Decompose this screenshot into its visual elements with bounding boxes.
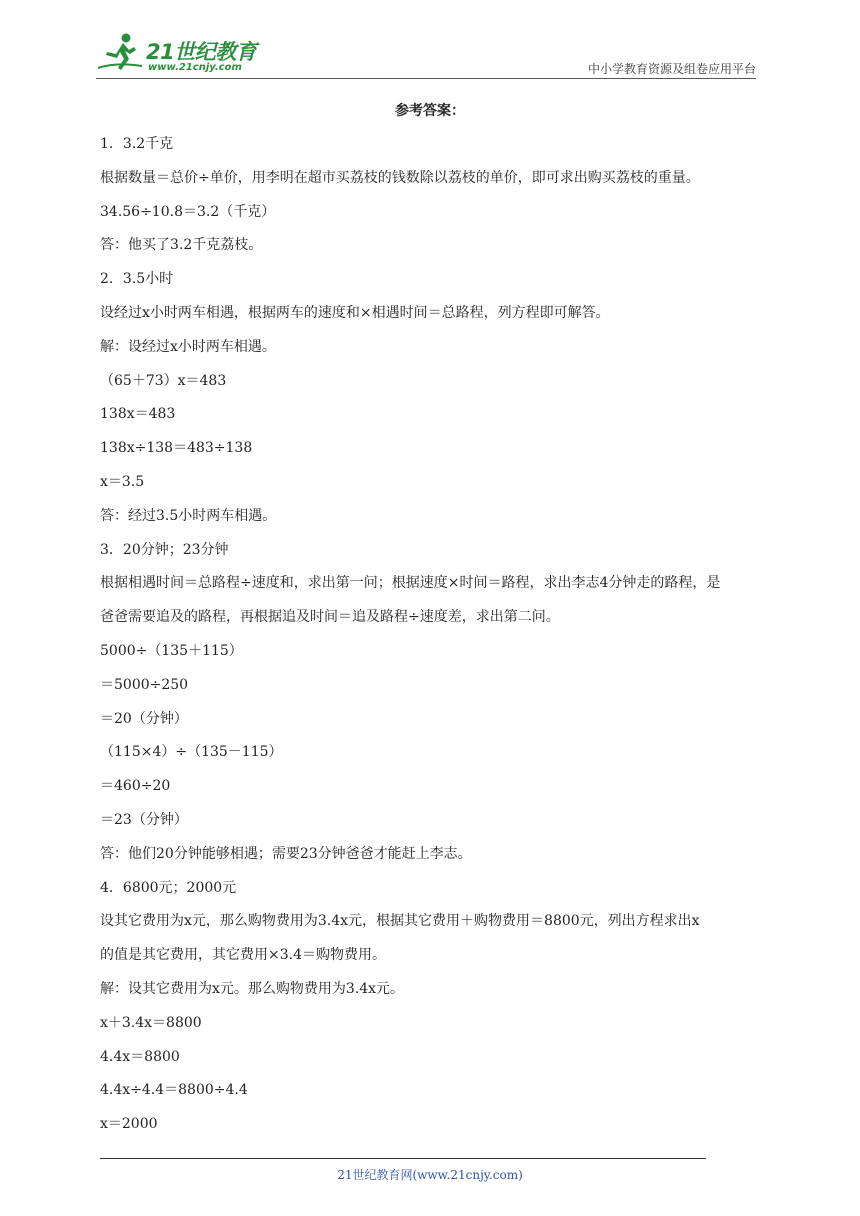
answer-line: 4．6800元；2000元	[100, 879, 237, 896]
answer-line: 答：他买了3.2千克荔枝。	[100, 237, 263, 254]
header-divider	[96, 78, 756, 79]
footer-text: 21世纪教育网(www.21cnjy.com)	[337, 1168, 523, 1182]
answer-line: ＝460÷20	[100, 778, 171, 795]
answer-line: （115×4）÷（135－115）	[100, 744, 283, 761]
answer-line: 4.4x＝8800	[100, 1048, 180, 1065]
answer-content	[100, 128, 764, 1142]
answer-line: 根据相遇时间＝总路程÷速度和，求出第一问；根据速度×时间＝路程，求出李志4分钟走的路程，是	[100, 575, 721, 592]
answer-line: 138x÷138＝483÷138	[100, 440, 253, 457]
answer-line: 根据数量＝总价÷单价，用李明在超市买荔枝的钱数除以荔枝的单价，即可求出购买荔枝的重量。	[100, 169, 700, 186]
answer-line: 解：设经过x小时两车相遇。	[100, 338, 276, 355]
answer-line: 5000÷（135＋115）	[100, 642, 243, 659]
answer-line: 的值是其它费用，其它费用×3.4＝购物费用。	[100, 947, 386, 964]
answer-line: 爸爸需要追及的路程，再根据追及时间＝追及路程÷速度差，求出第二问。	[100, 609, 560, 626]
answer-line: 3．20分钟；23分钟	[100, 541, 229, 558]
answer-line: 2．3.5小时	[100, 271, 174, 288]
answer-line: 解：设其它费用为x元。那么购物费用为3.4x元。	[100, 980, 405, 997]
answer-title: 参考答案：	[395, 103, 465, 119]
answer-line: 1．3.2千克	[100, 136, 174, 152]
runner-logo-icon	[96, 32, 146, 76]
logo-text: 21世纪教育	[146, 40, 257, 64]
answer-line: 答：他们20分钟能够相遇；需要23分钟爸爸才能赶上李志。	[100, 845, 472, 862]
answer-line: x＝2000	[100, 1116, 158, 1133]
answer-line: 答：经过3.5小时两车相遇。	[100, 507, 277, 524]
answer-line: （65＋73）x＝483	[100, 372, 227, 389]
answer-line: x＝3.5	[100, 473, 145, 490]
logo-url: www.21cnjy.com	[148, 62, 242, 73]
answer-line: 设经过x小时两车相遇，根据两车的速度和×相遇时间＝总路程，列方程即可解答。	[100, 304, 610, 321]
answer-line: ＝5000÷250	[100, 676, 189, 693]
footer-divider	[100, 1158, 706, 1159]
answer-line: 34.56÷10.8＝3.2（千克）	[100, 203, 276, 220]
logo	[96, 32, 266, 76]
answer-line: 138x＝483	[100, 406, 176, 423]
answer-line: 4.4x÷4.4＝8800÷4.4	[100, 1082, 248, 1099]
answer-line: 设其它费用为x元，那么购物费用为3.4x元，根据其它费用＋购物费用＝8800元，列出方程求出x	[100, 913, 700, 930]
answer-line: ＝20（分钟）	[100, 710, 188, 727]
answer-line: x＋3.4x＝8800	[100, 1014, 202, 1031]
header-platform-text: 中小学教育资源及组卷应用平台	[587, 62, 756, 76]
answer-line: ＝23（分钟）	[100, 811, 188, 828]
page-header	[96, 30, 756, 78]
